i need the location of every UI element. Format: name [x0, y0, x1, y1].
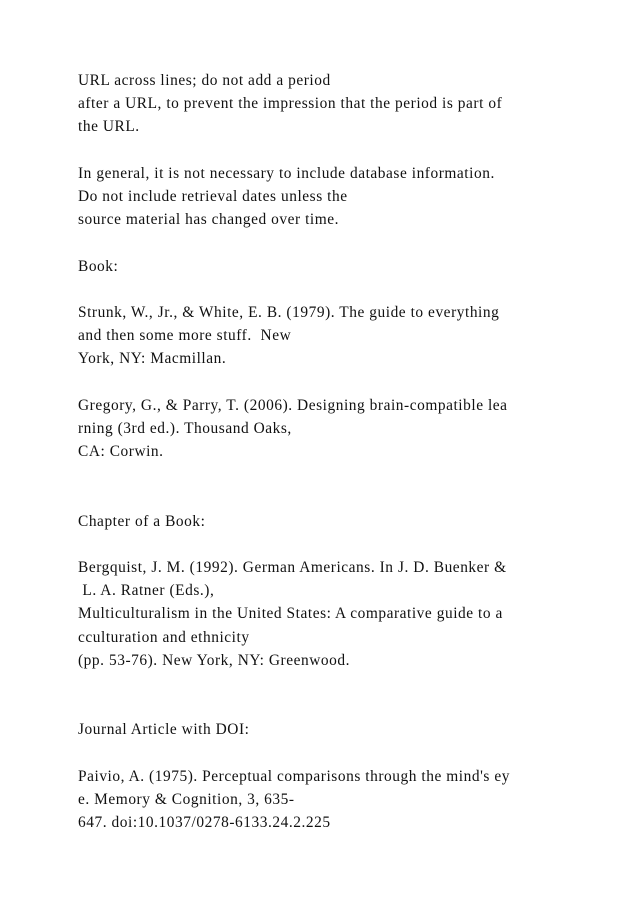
text-line: Bergquist, J. M. (1992). German Americans. In J. D. Buenker & [78, 558, 507, 576]
paragraph-gap [78, 231, 598, 254]
text-line: York, NY: Macmillan. [78, 350, 227, 368]
text-line: cculturation and ethnicity [78, 628, 250, 646]
book-heading: Book: [78, 257, 119, 275]
text-line: (pp. 53-76). New York, NY: Greenwood. [78, 651, 350, 669]
text-line: the URL. [78, 118, 140, 136]
general-paragraph [78, 162, 598, 232]
paragraph-gap [78, 463, 598, 486]
paragraph-gap [78, 278, 598, 301]
text-line: Strunk, W., Jr., & White, E. B. (1979). The guide to everything [78, 303, 500, 321]
intro-paragraph [78, 69, 598, 139]
journal-heading: Journal Article with DOI: [78, 721, 250, 739]
text-line: rning (3rd ed.). Thousand Oaks, [78, 419, 292, 437]
book-reference-gregory [78, 394, 598, 464]
paragraph-gap [78, 695, 598, 718]
chapter-reference-bergquist [78, 556, 598, 672]
text-line: In general, it is not necessary to include database information. [78, 164, 495, 182]
text-line: CA: Corwin. [78, 443, 164, 460]
book-reference-strunk [78, 301, 598, 371]
paragraph-gap [78, 486, 598, 509]
chapter-heading: Chapter of a Book: [78, 512, 206, 530]
text-line: after a URL, to prevent the impression that the period is part of [78, 95, 503, 113]
text-line: Multiculturalism in the United States: A comparative guide to a [78, 605, 503, 623]
text-line: e. Memory & Cognition, 3, 635- [78, 790, 295, 808]
paragraph-gap [78, 139, 598, 162]
text-line: source material has changed over time. [78, 211, 340, 229]
text-line: Do not include retrieval dates unless the [78, 187, 348, 205]
journal-reference-paivio [78, 765, 598, 835]
text-line: L. A. Ratner (Eds.), [78, 582, 215, 600]
paragraph-gap [78, 370, 598, 393]
text-line: Paivio, A. (1975). Perceptual comparisons through the mind's ey [78, 767, 510, 785]
paragraph-gap [78, 533, 598, 556]
paragraph-gap [78, 672, 598, 695]
paragraph-gap [78, 741, 598, 764]
text-line: and then some more stuff. New [78, 327, 292, 345]
text-line: 647. doi:10.1037/0278-6133.24.2.225 [78, 814, 331, 831]
text-line: URL across lines; do not add a period [78, 72, 331, 89]
text-line: Gregory, G., & Parry, T. (2006). Designing brain-compatible lea [78, 396, 508, 414]
